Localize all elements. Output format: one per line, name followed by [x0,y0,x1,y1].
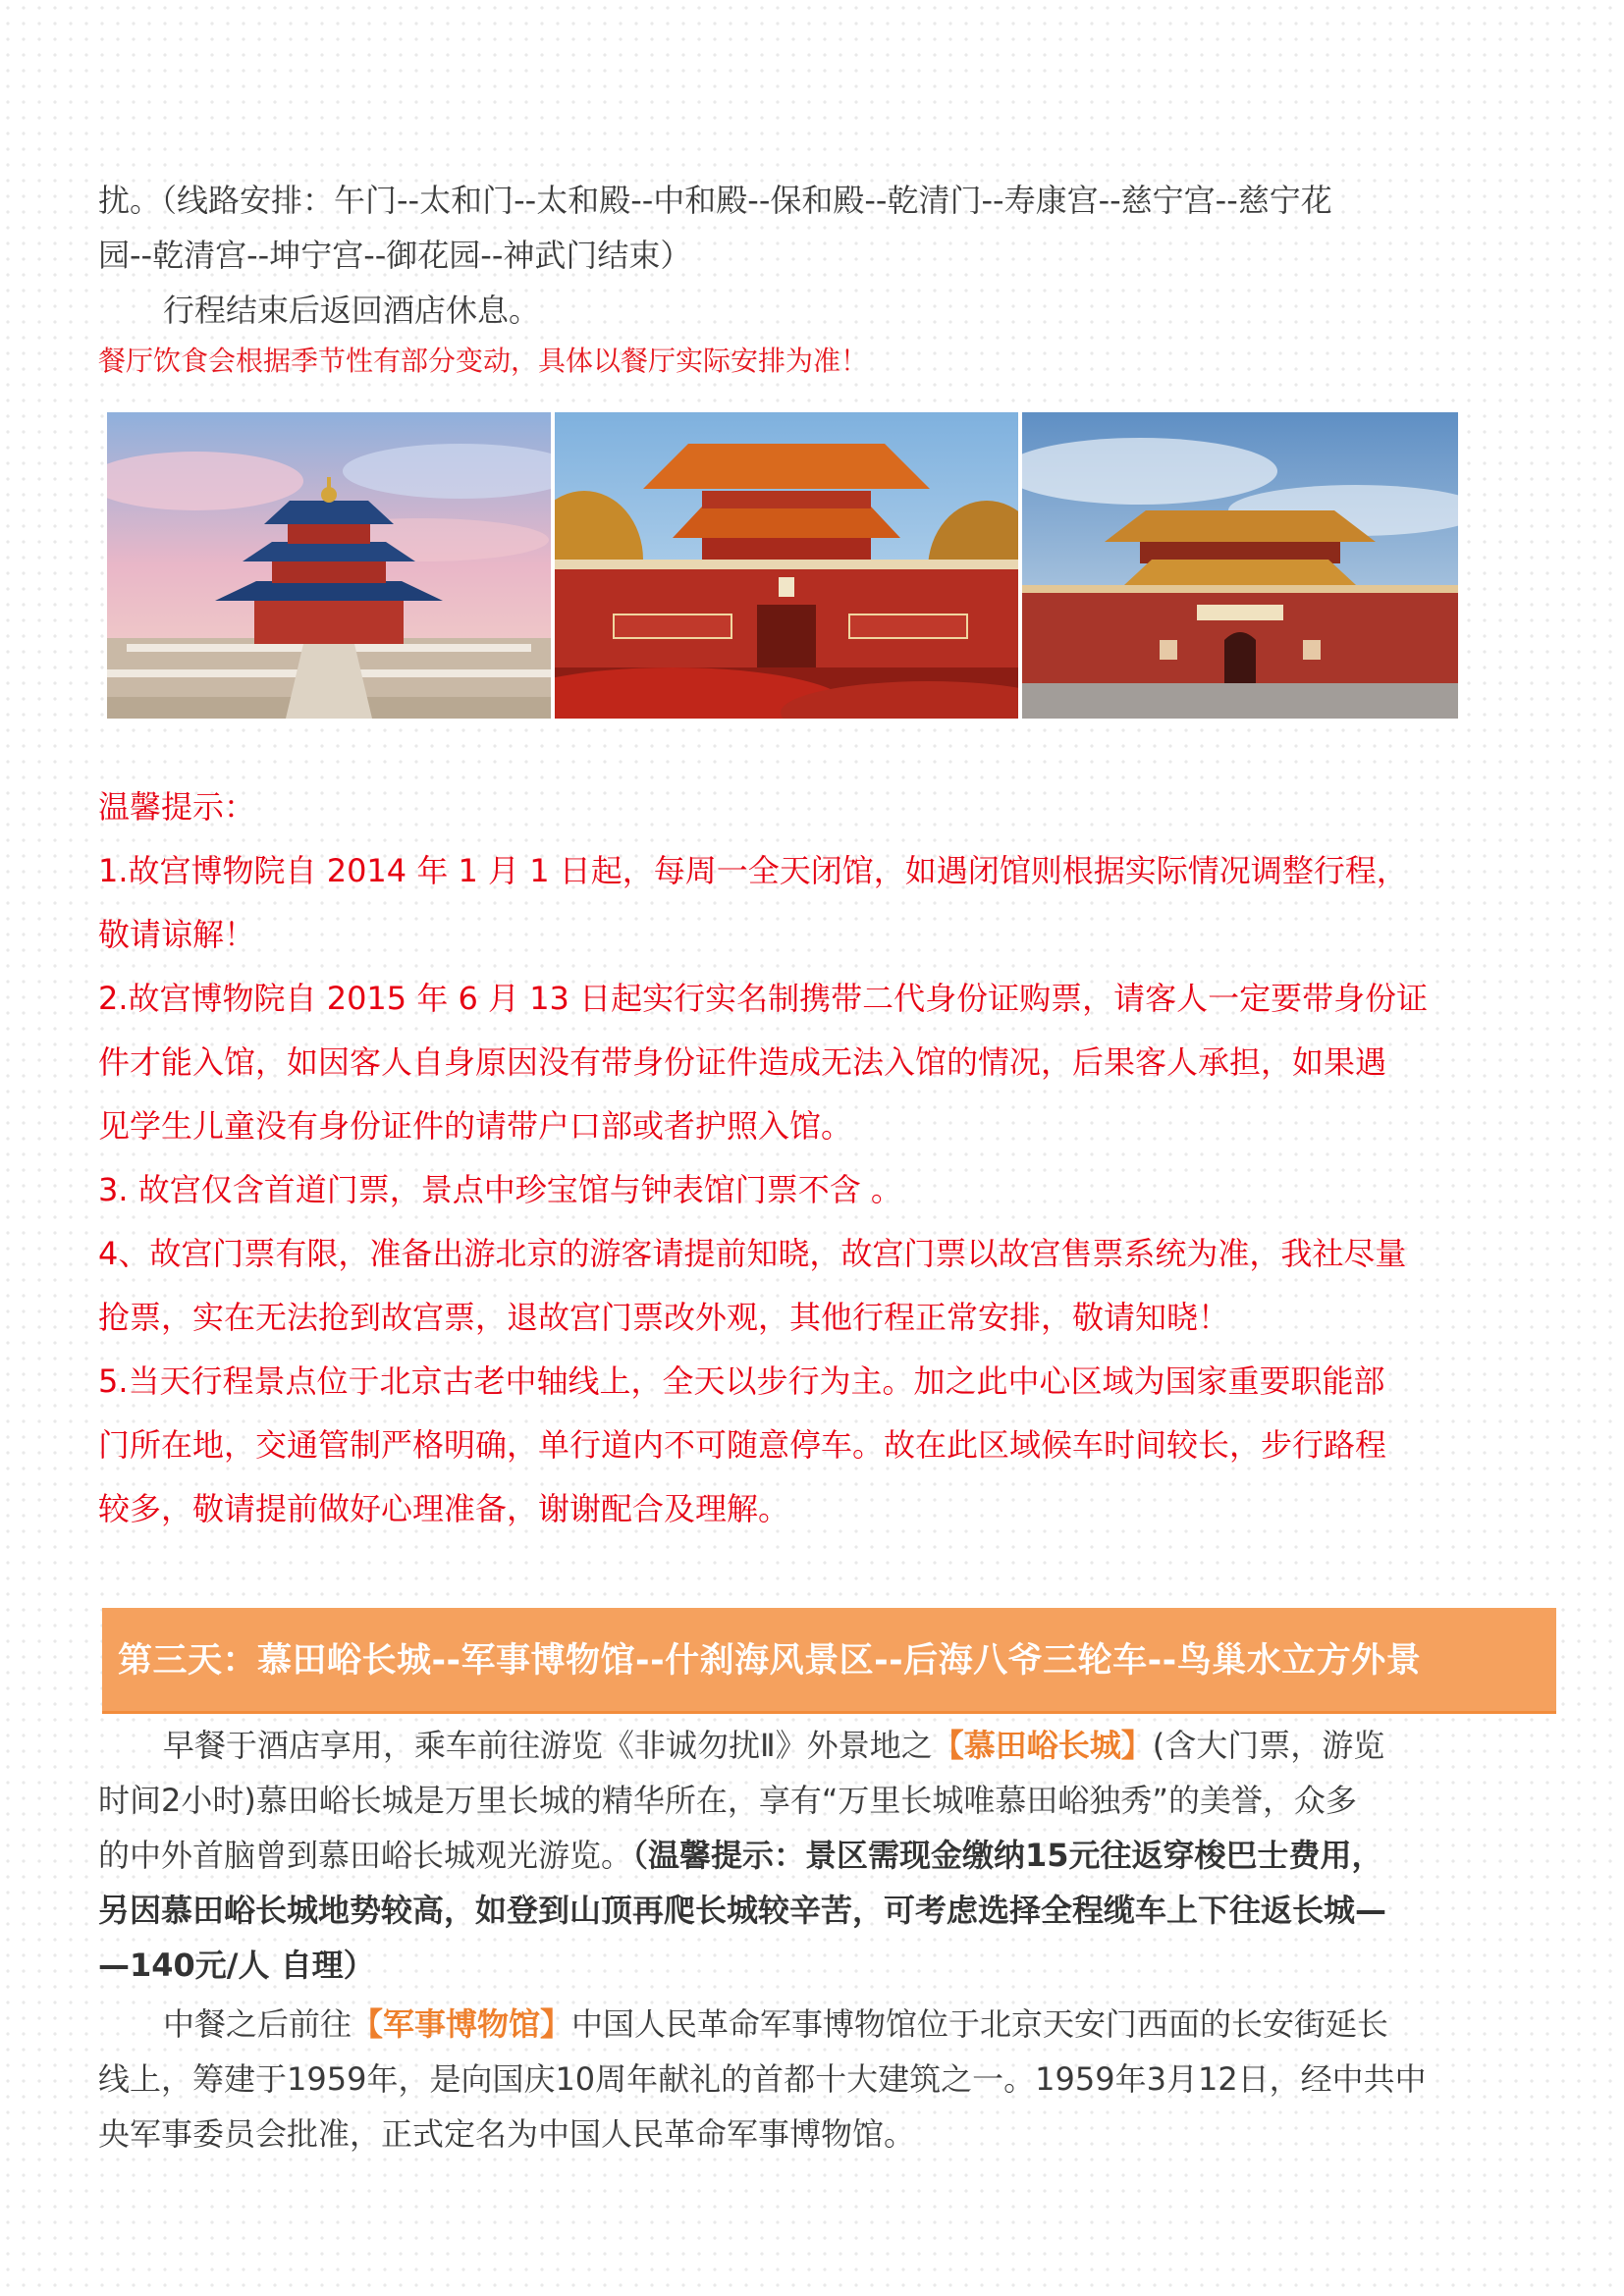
tip-line: 敬请谅解！ [98,916,256,953]
day3-paragraph-2-line-3: 央军事委员会批准，正式定名为中国人民革命军事博物馆。 [98,2115,916,2153]
day3-text: (含大门票，游览 [1152,1727,1385,1764]
day3-text: 的中外首脑曾到慕田峪长城观光游览。 [98,1837,633,1874]
temple-of-heaven-photo [107,412,551,719]
tips-title: 温馨提示： [98,788,256,826]
tip-line: 门所在地，交通管制严格明确，单行道内不可随意停车。故在此区域候车时间较长，步行路程 [98,1426,1387,1464]
military-museum-highlight: 【军事博物馆】 [352,2005,572,2043]
tip-line: 1.故宫博物院自 2014 年 1 月 1 日起，每周一全天闭馆，如遇闭馆则根据实际情况调整行程， [98,852,1408,889]
tip-line: 3. 故宫仅含首道门票，景点中珍宝馆与钟表馆门票不含 。 [98,1171,902,1208]
meal-note: 餐厅饮食会根据季节性有部分变动，具体以餐厅实际安排为准！ [98,345,869,377]
day3-paragraph-1-line-5: —140元/人 自理） [98,1947,375,1984]
day3-text: 中餐之后前往 [163,2005,352,2043]
warm-tips [98,775,1473,1541]
route-line-2: 园--乾清宫--坤宁宫--御花园--神武门结束） [98,237,692,274]
day3-bold-tip: （温馨提示：景区需现金缴纳15元往返穿梭巴士费用， [632,1837,1383,1874]
tip-line: 较多，敬请提前做好心理准备，谢谢配合及理解。 [98,1490,790,1527]
day3-paragraph-1-line-2: 时间2小时)慕田峪长城是万里长城的精华所在，享有“万里长城唯慕田峪独秀”的美誉，众多 [98,1782,1358,1819]
palace-gate-photo [1022,412,1458,719]
day3-paragraph-1-line-4: 另因慕田峪长城地势较高，如登到山顶再爬长城较辛苦，可考虑选择全程缆车上下往返长城— [98,1892,1387,1929]
return-hotel-text: 行程结束后返回酒店休息。 [163,292,541,329]
day3-paragraph-2 [98,1997,1473,2052]
tip-line: 2.故宫博物院自 2015 年 6 月 13 日起实行实名制携带二代身份证购票，请客人一定要带身份证 [98,980,1429,1017]
mutianyu-highlight: 【慕田峪长城】 [932,1727,1153,1764]
route-line-1: 扰。（线路安排：午门--太和门--太和殿--中和殿--保和殿--乾清门--寿康宫--慈宁宫--慈宁花 [98,182,1332,219]
day3-text: 早餐于酒店享用，乘车前往游览《非诚勿扰Ⅱ》外景地之 [163,1727,933,1764]
tip-line: 件才能入馆，如因客人自身原因没有带身份证件造成无法入馆的情况，后果客人承担，如果遇 [98,1043,1387,1081]
day3-banner [102,1608,1556,1714]
day3-paragraph-1 [98,1718,1473,1773]
day3-banner-title: 第三天：慕田峪长城--军事博物馆--什刹海风景区--后海八爷三轮车--鸟巢水立方外景 [118,1641,1422,1681]
tip-line: 见学生儿童没有身份证件的请带户口部或者护照入馆。 [98,1107,853,1145]
tip-line: 5.当天行程景点位于北京古老中轴线上，全天以步行为主。加之此中心区域为国家重要职能部 [98,1362,1385,1400]
tiananmen-gate-photo [555,412,1018,719]
tip-line: 抢票，实在无法抢到故宫票，退故宫门票改外观，其他行程正常安排，敬请知晓！ [98,1299,1230,1336]
day3-paragraph-2-line-2: 线上，筹建于1959年，是向国庆10周年献礼的首都十大建筑之一。1959年3月12日，经中共中 [98,2060,1427,2098]
tip-line: 4、故宫门票有限，准备出游北京的游客请提前知晓，故宫门票以故宫售票系统为准，我社尽量 [98,1235,1407,1272]
day3-paragraph-1-line-3 [98,1828,1473,1883]
day3-text: 中国人民革命军事博物馆位于北京天安门西面的长安街延长 [571,2005,1389,2043]
